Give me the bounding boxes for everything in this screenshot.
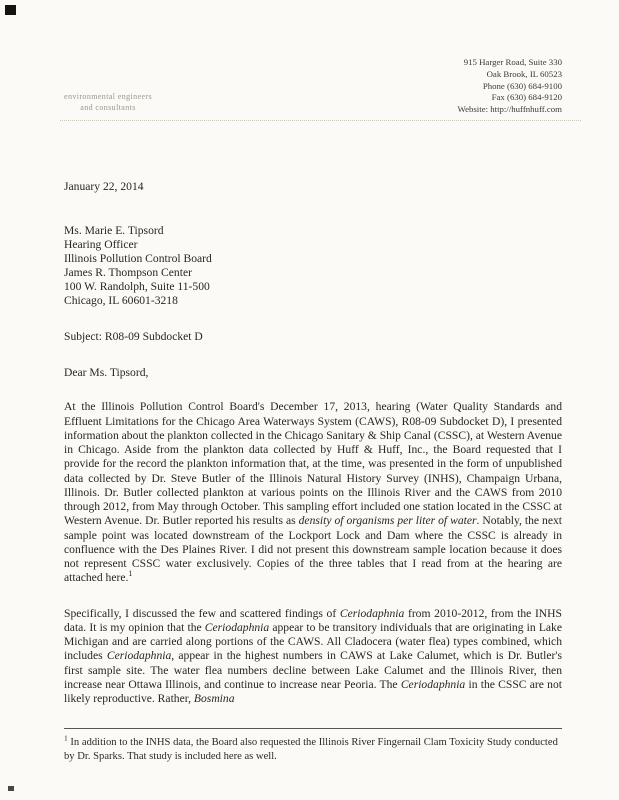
letter-date: January 22, 2014 — [64, 180, 144, 193]
company-address-block — [457, 57, 562, 116]
recipient-line: Illinois Pollution Control Board — [64, 251, 212, 265]
tagline-line-2: and consultants — [80, 102, 136, 112]
recipient-line: James R. Thompson Center — [64, 265, 192, 279]
salutation: Dear Ms. Tipsord, — [64, 366, 149, 380]
address-line: Phone (630) 684-9100 — [482, 80, 562, 91]
address-line: 915 Harger Road, Suite 330 — [463, 57, 562, 67]
tagline-line-1: environmental engineers — [64, 92, 153, 101]
recipient-block — [64, 224, 562, 307]
footnote-text: $^1$ In addition to the INHS data, the Board also requested the Illinois River Fingernail Clam Toxicity Study conducted by Dr. Sparks. That study is included here as well. — [64, 733, 558, 763]
body-paragraph-2: Specifically, I discussed the few and scattered findings of Ceriodaphnia from 2010-2012, from the INHS data. It is my opinion that the Ceriodaphnia appear to be transitory individuals that are originating in Lake Michigan and are carried along portions of the CAWS. All Cladocera (water flea) types combined, which includes Ceriodaphnia, appear in the highest numbers in CAWS at Lake Calumet, which is Dr. Butler's first sample site. The water flea numbers decline between Lake Calumet and the Illinois River, then increase near Ottawa Illinois, and continue to increase near Peoria. The Ceriodaphnia in the CSSC are not likely reproductive. Rather, Bosmina — [64, 606, 563, 706]
footnote-separator — [64, 728, 562, 729]
body-paragraph-1: At the Illinois Pollution Control Board's December 17, 2013, hearing (Water Quality Standards and Effluent Limitations for the Chicago Area Waterways System (CAWS), R08-09 Subdocket D), I presented information about the plankton collected in the Chicago Sanitary & Ship Canal (CSSC), at Western Avenue in Chicago. Aside from the plankton data collected by Huff & Huff, Inc., the Board requested that I provide for the record the plankton information that, at the time, was presented in the form of unpublished data collected by Dr. Steve Butler of the Illinois Natural History Survey (INHS), Champaign Urbana, Illinois. Dr. Butler collected plankton at various points on the Illinois River and the CAWS from 2010 through 2012, from May through October. This sampling effort included one station located in the CSSC at Western Avenue. Dr. Butler reported his results as density of organisms per liter of water. Notably, the next sample point was located downstream of the Lockport Lock and Dam where the CSSC is already in confluence with the Des Plaines River. I did not present this downstream sample location because it does not represent CSSC water exclusively. Copies of the three tables that I read from at the hearing are attached here.$^1$ — [64, 400, 563, 585]
scan-artifact-bottom-left — [8, 786, 14, 791]
letterhead-divider — [60, 120, 581, 121]
company-tagline — [64, 92, 152, 114]
address-line: Website: http://huffnhuff.com — [457, 104, 562, 115]
subject-line: Subject: R08-09 Subdocket D — [64, 330, 203, 344]
recipient-line: Ms. Marie E. Tipsord — [64, 224, 164, 237]
recipient-line: 100 W. Randolph, Suite 11-500 — [64, 279, 210, 293]
recipient-line: Chicago, IL 60601-3218 — [64, 293, 178, 307]
letter-body — [0, 180, 619, 706]
letterhead — [0, 0, 619, 132]
footnote — [64, 728, 562, 775]
recipient-line: Hearing Officer — [64, 237, 138, 251]
address-line: Oak Brook, IL 60523 — [486, 68, 562, 79]
address-line: Fax (630) 684-9120 — [491, 92, 562, 103]
